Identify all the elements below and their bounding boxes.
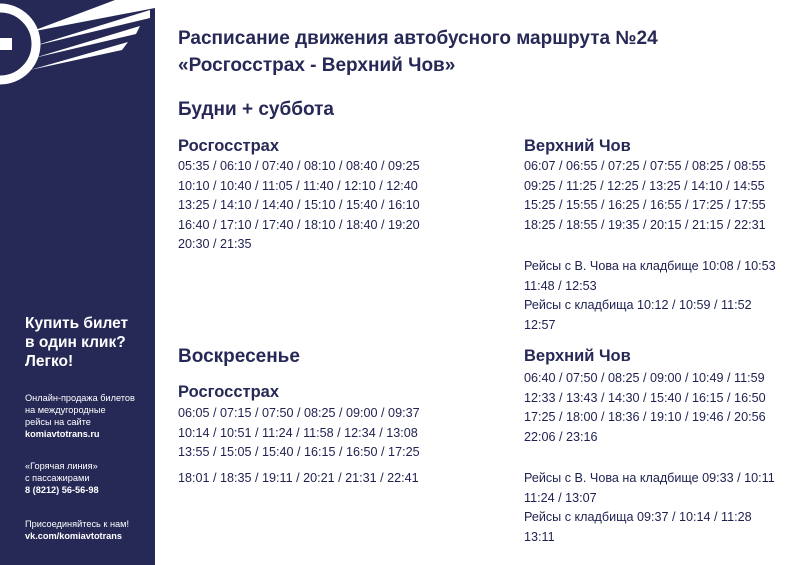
hotline-phone[interactable]: 8 (8212) 56-56-98 — [25, 485, 99, 495]
time-row: 06:40 / 07:50 / 08:25 / 09:00 / 10:49 / 11:59 — [524, 371, 765, 385]
time-row: 17:25 / 18:00 / 18:36 / 19:10 / 19:46 / 20:56 — [524, 410, 766, 424]
time-row: 18:25 / 18:55 / 19:35 / 20:15 / 21:15 / 22:31 — [524, 217, 766, 232]
sunday-cemetery-trips — [524, 469, 775, 547]
time-row: 12:33 / 13:43 / 14:30 / 15:40 / 16:15 / 16:50 — [524, 390, 766, 405]
site-link[interactable]: komiavtotrans.ru — [25, 429, 100, 439]
time-row: 11:24 / 13:07 — [524, 490, 597, 505]
social-info: Присоединяйтесь к нам! vk.com/komiavtotrans — [25, 518, 150, 542]
weekday-cemetery-trips — [524, 257, 776, 335]
time-row: 09:25 / 11:25 / 12:25 / 13:25 / 14:10 / 14:55 — [524, 178, 765, 193]
time-row: 16:40 / 17:10 / 17:40 / 18:10 / 18:40 / 19:20 — [178, 217, 420, 232]
promo-slogan: Купить билет в один клик? Легко! — [25, 315, 129, 370]
sunday-left-stop: Росгосстрах — [178, 383, 280, 401]
weekday-heading: Будни + суббота — [178, 99, 334, 120]
time-row: 15:25 / 15:55 / 16:25 / 16:55 / 17:25 / 17:55 — [524, 198, 766, 212]
time-row: 18:01 / 18:35 / 19:11 / 20:21 / 21:31 / 22:41 — [178, 470, 419, 485]
sunday-left-times — [178, 404, 420, 488]
time-row: 11:48 / 12:53 — [524, 278, 597, 293]
sunday-right-times — [524, 369, 766, 447]
time-row: Рейсы с В. Чова на кладбище 09:33 / 10:11 — [524, 471, 775, 485]
time-row: 05:35 / 06:10 / 07:40 / 08:10 / 08:40 / 09:25 — [178, 159, 420, 173]
time-row: 06:05 / 07:15 / 07:50 / 08:25 / 09:00 / 09:37 — [178, 406, 420, 420]
time-row: 12:57 — [524, 317, 556, 332]
time-row: 10:14 / 10:51 / 11:24 / 11:58 / 12:34 / 13:08 — [178, 425, 418, 440]
weekday-left-stop: Росгосстрах — [178, 137, 280, 155]
time-row: 22:06 / 23:16 — [524, 429, 598, 444]
page-title: Расписание движения автобусного маршрута №24 «Росгосстрах - Верхний Чов» — [178, 28, 658, 76]
time-row: 06:07 / 06:55 / 07:25 / 07:55 / 08:25 / 08:55 — [524, 159, 766, 173]
time-row: Рейсы с В. Чова на кладбище 10:08 / 10:53 — [524, 259, 776, 273]
time-row: 10:10 / 10:40 / 11:05 / 11:40 / 12:10 / 12:40 — [178, 178, 418, 193]
time-row: 13:11 — [524, 529, 555, 544]
sunday-right-stop: Верхний Чов — [524, 347, 631, 365]
vk-link[interactable]: vk.com/komiavtotrans — [25, 531, 123, 541]
time-row: Рейсы с кладбища 09:37 / 10:14 / 11:28 — [524, 510, 752, 524]
time-row: 13:55 / 15:05 / 15:40 / 16:15 / 16:50 / 17:25 — [178, 445, 420, 459]
sunday-heading: Воскресенье — [178, 346, 300, 367]
online-sales-info: Онлайн-продажа билетов на междугородные рейсы на сайте komiavtotrans.ru — [25, 392, 150, 440]
hotline-info: «Горячая линия» с пассажирами 8 (8212) 56-56-98 — [25, 460, 150, 496]
weekday-right-times — [524, 157, 766, 235]
sidebar — [0, 0, 155, 565]
time-row: Рейсы с кладбища 10:12 / 10:59 / 11:52 — [524, 298, 752, 312]
time-row: 13:25 / 14:10 / 14:40 / 15:10 / 15:40 / 16:10 — [178, 198, 420, 212]
bus-company-wing-logo-icon — [0, 0, 155, 90]
time-row: 20:30 / 21:35 — [178, 237, 252, 251]
weekday-left-times — [178, 157, 420, 255]
weekday-right-stop: Верхний Чов — [524, 137, 631, 155]
